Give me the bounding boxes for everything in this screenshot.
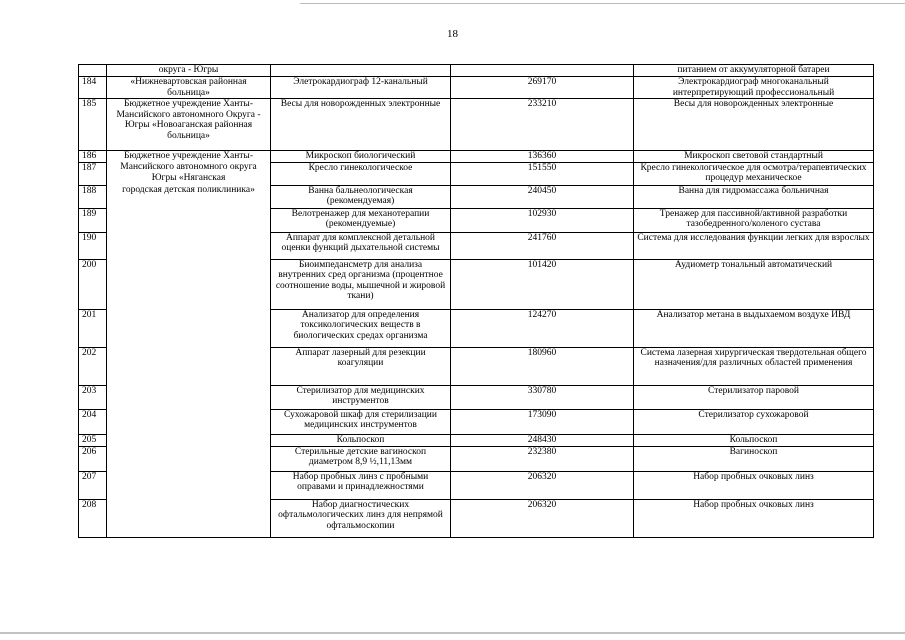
analog-name: Ванна для гидромассажа больничная <box>634 185 874 208</box>
row-number: 187 <box>79 162 107 185</box>
analog-name: Система для исследования функции легких для взрослых <box>634 232 874 259</box>
row-number: 189 <box>79 208 107 232</box>
equipment-code: 206320 <box>451 499 634 537</box>
row-number <box>79 65 107 77</box>
organization-cell <box>107 499 271 537</box>
equipment-name: Набор диагностических офтальмологических линз для непрямой офтальмоскопии <box>271 499 451 537</box>
analog-name: Электрокардиограф многоканальный интерпретирующий профессиональный <box>634 77 874 99</box>
analog-name: Весы для новорожденных электронные <box>634 99 874 151</box>
row-number: 205 <box>79 434 107 446</box>
equipment-name: Элетрокардиограф 12-канальный <box>271 77 451 99</box>
table-row <box>79 499 874 537</box>
table-row <box>79 99 874 151</box>
analog-name: Стерилизатор паровой <box>634 385 874 409</box>
analog-name: Набор пробных очковых линз <box>634 471 874 499</box>
equipment-name: Стерильные детские вагиноскоп диаметром 8,9 ½,11,13мм <box>271 446 451 471</box>
equipment-code: 124270 <box>451 309 634 347</box>
equipment-code: 269170 <box>451 77 634 99</box>
equipment-name: Биоимпедансметр для анализа внутренних сред организма (процентное соотношение воды, мышечной и жировой ткани) <box>271 259 451 309</box>
table-row <box>79 151 874 163</box>
row-number: 186 <box>79 151 107 163</box>
row-number: 203 <box>79 385 107 409</box>
table-row <box>79 77 874 99</box>
scan-edge-bottom <box>0 632 905 634</box>
equipment-code: 101420 <box>451 259 634 309</box>
equipment-name: Анализатор для определения токсикологических веществ в биологических средах организма <box>271 309 451 347</box>
row-number: 201 <box>79 309 107 347</box>
row-number: 200 <box>79 259 107 309</box>
analog-name: питанием от аккумуляторной батареи <box>634 65 874 77</box>
analog-name: Набор пробных очковых линз <box>634 499 874 537</box>
table-row <box>79 471 874 499</box>
equipment-name: Ванна бальнеологическая (рекомендуемая) <box>271 185 451 208</box>
equipment-code: 151550 <box>451 162 634 185</box>
organization-cell: городская детская поликлиника» <box>107 185 271 208</box>
equipment-name: Аппарат лазерный для резекции коагуляции <box>271 347 451 385</box>
table-row <box>79 185 874 208</box>
row-number: 206 <box>79 446 107 471</box>
table-row <box>79 347 874 385</box>
table-row <box>79 162 874 185</box>
organization-cell: «Нижневартовская районная больница» <box>107 77 271 99</box>
table-row <box>79 309 874 347</box>
organization-cell <box>107 347 271 385</box>
organization-cell <box>107 259 271 309</box>
equipment-code: 232380 <box>451 446 634 471</box>
analog-name: Анализатор метана в выдыхаемом воздухе ИВД <box>634 309 874 347</box>
table-row <box>79 434 874 446</box>
organization-cell <box>107 409 271 434</box>
equipment-code: 241760 <box>451 232 634 259</box>
row-number: 188 <box>79 185 107 208</box>
analog-name: Вагиноскоп <box>634 446 874 471</box>
organization-cell: Мансийского автономного округа Югры «Няганская <box>107 162 271 185</box>
analog-name: Система лазерная хирургическая твердотельная общего назначения/для различных областей применения <box>634 347 874 385</box>
organization-cell: округа - Югры <box>107 65 271 77</box>
equipment-name: Микроскоп биологический <box>271 151 451 163</box>
table-row <box>79 65 874 77</box>
equipment-code: 206320 <box>451 471 634 499</box>
equipment-table <box>78 64 874 538</box>
organization-cell <box>107 471 271 499</box>
equipment-code: 240450 <box>451 185 634 208</box>
row-number: 204 <box>79 409 107 434</box>
equipment-code: 330780 <box>451 385 634 409</box>
equipment-code: 173090 <box>451 409 634 434</box>
organization-cell: Бюджетное учреждение Ханты- <box>107 151 271 163</box>
row-number: 202 <box>79 347 107 385</box>
analog-name: Микроскоп световой стандартный <box>634 151 874 163</box>
equipment-name: Сухожаровой шкаф для стерилизации медицинских инструментов <box>271 409 451 434</box>
equipment-code: 180960 <box>451 347 634 385</box>
organization-cell <box>107 232 271 259</box>
row-number: 185 <box>79 99 107 151</box>
organization-cell <box>107 385 271 409</box>
equipment-name <box>271 65 451 77</box>
organization-cell: Бюджетное учреждение Ханты-Мансийского автономного Округа - Югры «Новоаганская районная больница» <box>107 99 271 151</box>
table-row <box>79 446 874 471</box>
analog-name: Кольпоскоп <box>634 434 874 446</box>
equipment-code <box>451 65 634 77</box>
table-row <box>79 232 874 259</box>
analog-name: Стерилизатор сухожаровой <box>634 409 874 434</box>
table-row <box>79 259 874 309</box>
equipment-name: Кресло гинекологическое <box>271 162 451 185</box>
table-row <box>79 208 874 232</box>
equipment-name: Велотренажер для механотерапии (рекомендуемые) <box>271 208 451 232</box>
organization-cell <box>107 208 271 232</box>
row-number: 184 <box>79 77 107 99</box>
analog-name: Кресло гинекологическое для осмотра/терапевтических процедур механическое <box>634 162 874 185</box>
table-row <box>79 409 874 434</box>
equipment-code: 233210 <box>451 99 634 151</box>
organization-cell <box>107 309 271 347</box>
organization-cell <box>107 446 271 471</box>
page-number: 18 <box>447 28 458 40</box>
equipment-name: Весы для новорожденных электронные <box>271 99 451 151</box>
table-row <box>79 385 874 409</box>
equipment-code: 248430 <box>451 434 634 446</box>
equipment-name: Набор пробных линз с пробными оправами и принадлежностями <box>271 471 451 499</box>
equipment-name: Кольпоскоп <box>271 434 451 446</box>
equipment-name: Аппарат для комплексной детальной оценки функций дыхательной системы <box>271 232 451 259</box>
equipment-name: Стерилизатор для медицинских инструментов <box>271 385 451 409</box>
analog-name: Аудиометр тональный автоматический <box>634 259 874 309</box>
row-number: 190 <box>79 232 107 259</box>
equipment-code: 136360 <box>451 151 634 163</box>
row-number: 207 <box>79 471 107 499</box>
organization-cell <box>107 434 271 446</box>
scan-edge-top <box>300 3 905 4</box>
equipment-code: 102930 <box>451 208 634 232</box>
row-number: 208 <box>79 499 107 537</box>
analog-name: Тренажер для пассивной/активной разработки тазобедренного/коленого сустава <box>634 208 874 232</box>
